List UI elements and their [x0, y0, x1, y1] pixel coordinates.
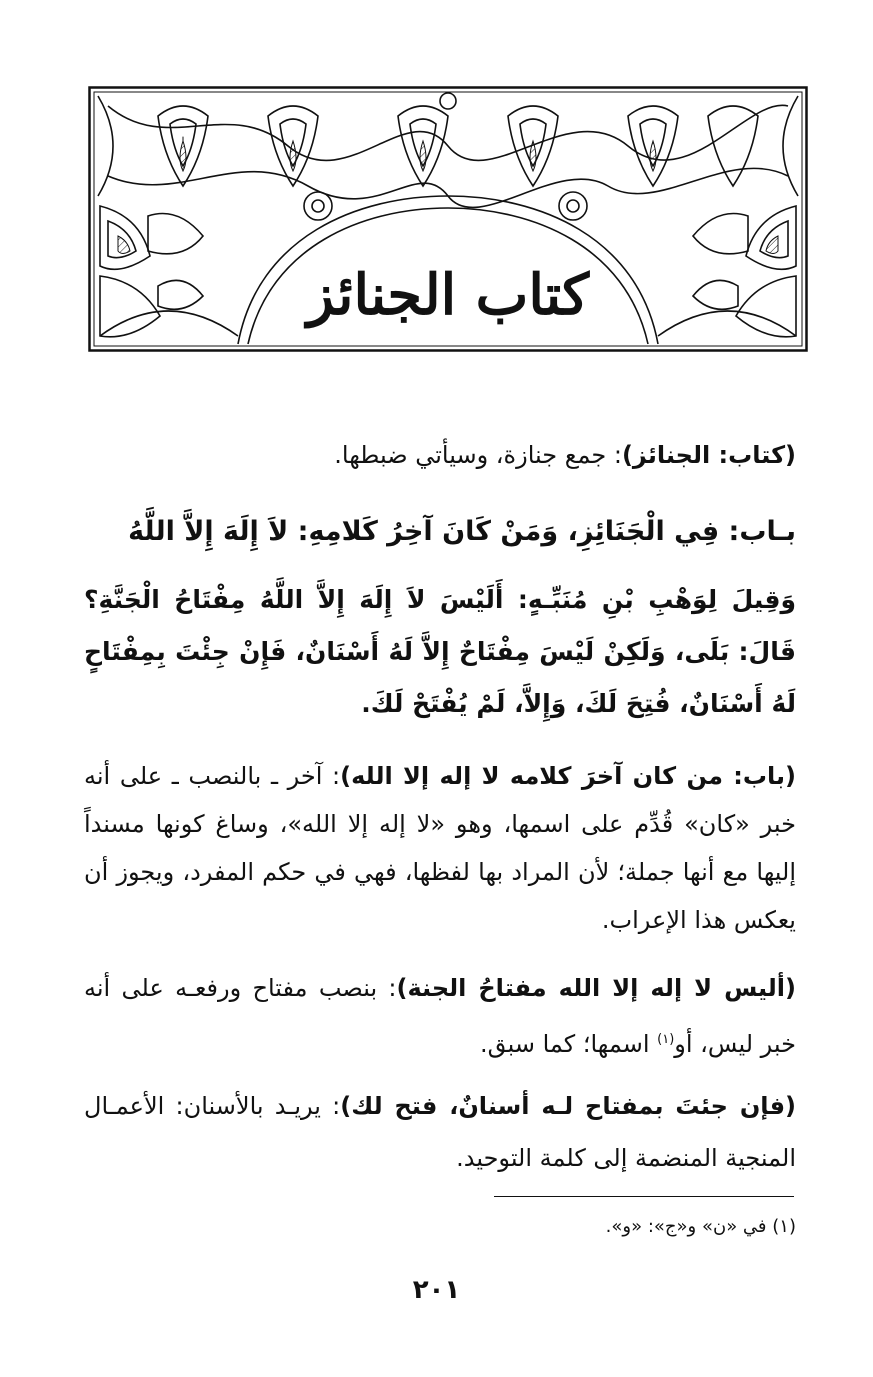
- footnote-divider: [494, 1196, 794, 1197]
- commentary-2-text-after: اسمها؛ كما سبق.: [479, 1030, 658, 1058]
- footnote: [84, 1216, 796, 1237]
- intro-text: : جمع جنازة، وسيأتي ضبطها.: [334, 441, 622, 469]
- commentary-1-text: : آخر ـ بالنصب ـ على أنه خبر «كان» قُدِّم على اسمها، وهو «لا إله إلا الله»، وساغ كونها مسنداً إليها مع أنها جملة؛ لأن المراد بها لفظها، فهي في حكم المفرد، ويجوز أن يعكس هذا الإعراب.: [84, 762, 796, 934]
- intro-lead: (كتاب: الجنائز): [621, 441, 796, 469]
- commentary-1-lead: (باب: من كان آخرَ كلامه لا إله إلا الله): [340, 762, 797, 790]
- commentary-2-lead: (أليس لا إله إلا الله مفتاحُ الجنة): [396, 974, 797, 1002]
- chapter-heading-text: : فِي الْجَنَائِزِ، وَمَنْ كَانَ آخِرُ كَلامِهِ: لاَ إِلَهَ إِلاَّ اللَّهُ: [128, 516, 740, 547]
- commentary-3-text: : يريـد بالأسنان: الأعمـال المنجية المنضمة إلى كلمة التوحيد.: [84, 1092, 796, 1172]
- ornamental-header-frame: [88, 86, 808, 352]
- commentary-paragraph-2: [84, 962, 796, 1070]
- book-title: كتاب الجنائز: [306, 262, 590, 328]
- commentary-paragraph-3: [84, 1080, 796, 1184]
- footnote-number: (١): [772, 1216, 796, 1237]
- chapter-heading-lead: بـاب: [739, 516, 796, 547]
- hadith-paragraph: [84, 574, 796, 730]
- commentary-2-text-before: : بنصب مفتاح ورفعـه على أنه خبر ليس، أو: [84, 974, 796, 1058]
- footnote-text: في «ن» و«ج»: «و».: [605, 1216, 767, 1237]
- footnote-reference: (١): [657, 1032, 675, 1047]
- intro-paragraph: [84, 432, 796, 479]
- commentary-3-lead: (فإن جئتَ بمفتاح لـه أسنانٌ، فتح لك): [340, 1092, 796, 1120]
- hadith-text: وَقِيلَ لِوَهْبِ بْنِ مُنَبِّـهٍ: أَلَيْسَ لاَ إِلَهَ إِلاَّ اللَّهُ مِفْتَاحُ الْجَنَّةِ؟ قَالَ: بَلَى، وَلَكِنْ لَيْسَ مِفْتَاحٌ إِلاَّ لَهُ أَسْنَانٌ، فَإِنْ جِئْتَ بِمِفْتَاحٍ لَهُ أَسْنَانٌ، فُتِحَ لَكَ، وَإِلاَّ، لَمْ يُفْتَحْ لَكَ.: [84, 585, 796, 718]
- chapter-heading: [84, 508, 796, 555]
- commentary-paragraph-1: [84, 752, 796, 944]
- page-number: ٢٠١: [412, 1275, 461, 1305]
